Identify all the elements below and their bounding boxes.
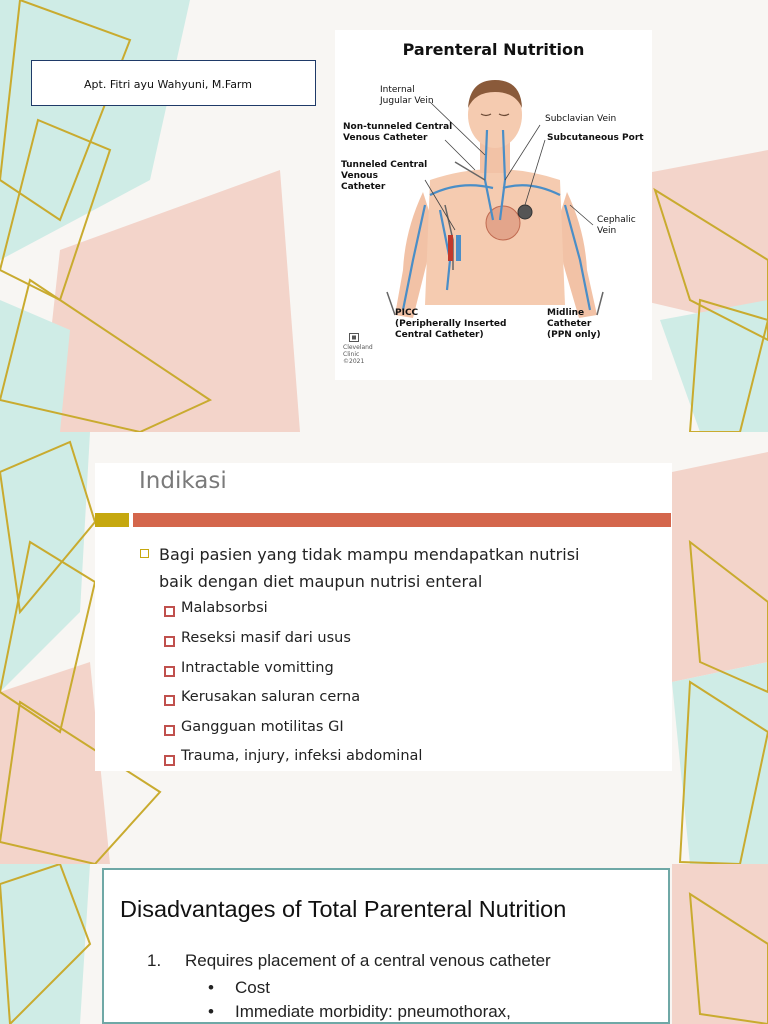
list-number: 1. — [147, 951, 162, 970]
credit-cleveland-clinic: Cleveland Clinic ©2021 — [343, 344, 373, 365]
parenteral-nutrition-figure — [335, 30, 652, 380]
list-item-text: Requires placement of a central venous catheter — [185, 951, 551, 970]
main-bullet-square-icon — [140, 549, 149, 558]
sub-bullet-square-icon — [164, 666, 175, 677]
sub-bullet-square-icon — [164, 606, 175, 617]
slide-1 — [0, 0, 768, 432]
main-bullet-text: Bagi pasien yang tidak mampu mendapatkan nutrisi baik dengan diet maupun nutrisi enteral — [159, 545, 580, 591]
slide-title-indikasi: Indikasi — [139, 468, 227, 494]
label-internal-jugular: Internal Jugular Vein — [380, 85, 434, 106]
slide-2 — [0, 432, 768, 864]
author-box — [31, 60, 316, 106]
label-non-tunneled-catheter: Non-tunneled Central Venous Catheter — [343, 122, 453, 143]
label-midline-catheter: Midline Catheter (PPN only) — [547, 308, 601, 340]
sub-item: Kerusakan saluran cerna — [181, 689, 361, 705]
label-tunneled-catheter: Tunneled Central Venous Catheter — [341, 160, 428, 192]
indikasi-card — [95, 463, 672, 771]
sub-bullet-square-icon — [164, 755, 175, 766]
sub-item: Reseksi masif dari usus — [181, 630, 351, 646]
title-bar-gold — [95, 513, 129, 527]
sub-bullet-square-icon — [164, 636, 175, 647]
sub-bullet-square-icon — [164, 725, 175, 736]
sub-item: Gangguan motilitas GI — [181, 719, 344, 735]
cleveland-clinic-logo-icon — [349, 333, 359, 342]
author-name: Apt. Fitri ayu Wahyuni, M.Farm — [84, 78, 252, 91]
label-picc: PICC (Peripherally Inserted Central Catheter) — [395, 308, 507, 340]
sub-list-item: Cost — [235, 978, 270, 997]
slide-title-disadvantages: Disadvantages of Total Parenteral Nutrition — [120, 896, 567, 922]
figure-title: Parenteral Nutrition — [402, 40, 585, 59]
title-bar-salmon — [133, 513, 671, 527]
sub-bullet-square-icon — [164, 695, 175, 706]
sub-item: Trauma, injury, infeksi abdominal — [181, 748, 423, 764]
label-subcutaneous-port: Subcutaneous Port — [547, 133, 644, 143]
sub-item: Intractable vomitting — [181, 660, 334, 676]
label-cephalic-vein: Cephalic Vein — [597, 215, 636, 236]
label-subclavian-vein: Subclavian Vein — [545, 114, 617, 124]
bullet-dot-icon: • — [208, 978, 214, 997]
bullet-dot-icon: • — [208, 1002, 214, 1021]
sub-list-item: Immediate morbidity: pneumothorax, — [235, 1002, 511, 1021]
disadvantages-card — [102, 868, 670, 1024]
sub-item: Malabsorbsi — [181, 600, 268, 616]
